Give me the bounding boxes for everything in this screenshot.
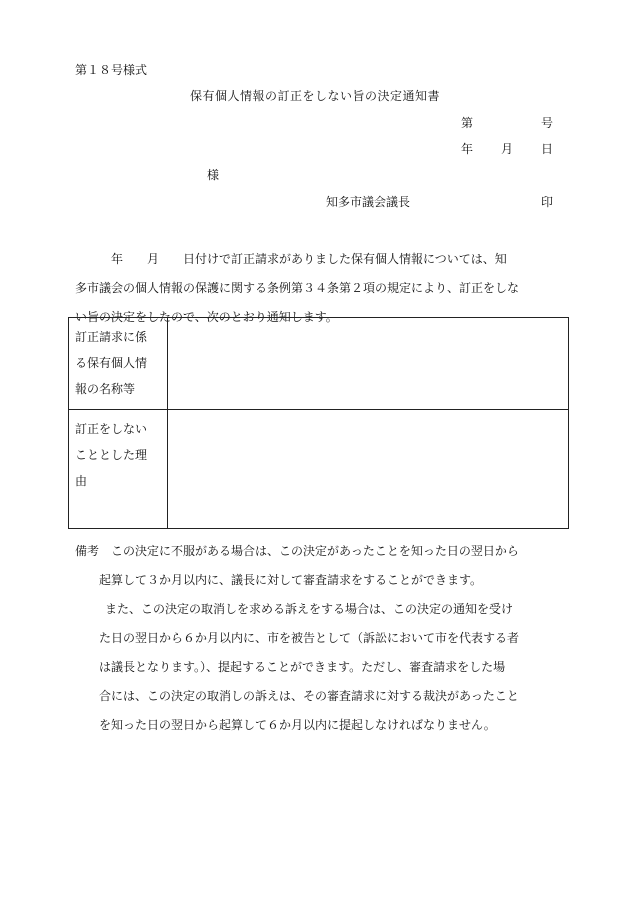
body-line: い旨の決定をしたので、次のとおり通知します。: [75, 310, 338, 324]
label-line: 訂正請求に係: [75, 330, 148, 344]
date-month-label: 月: [501, 142, 514, 156]
body-line: 年 月 日付けで訂正請求がありました保有個人情報については、知: [75, 252, 507, 266]
date-year-label: 年: [461, 142, 474, 156]
label-line: 由: [75, 474, 88, 488]
table-cell-reason[interactable]: [173, 416, 562, 522]
document-title: 保有個人情報の訂正をしない旨の決定通知書: [189, 89, 440, 103]
remarks-line: を知った日の翌日から起算して６か月以内に提起しなければなりません。: [99, 718, 496, 732]
remarks-line: は議長となります。）、提起することができます。ただし、審査請求をした場: [99, 660, 506, 674]
number-suffix-label: 号: [541, 116, 554, 130]
table-cell-info-name[interactable]: [173, 324, 562, 404]
label-line: る保有個人情: [75, 356, 148, 370]
date-day-label: 日: [541, 142, 554, 156]
remarks-line: た日の翌日から６か月以内に、市を被告として（訴訟において市を代表する者: [99, 631, 520, 645]
number-prefix-label: 第: [461, 116, 474, 130]
recipient-honorific: 様: [207, 168, 220, 182]
remarks-line: 合には、この決定の取消しの訴えは、その審査請求に対する裁決があったこと: [99, 689, 519, 703]
remarks-line: 備考 この決定に不服がある場合は、この決定があったことを知った日の翌日から: [75, 544, 519, 558]
label-line: 報の名称等: [75, 382, 136, 396]
table-row-label-info-name: [75, 324, 165, 402]
form-number: 第１８号様式: [75, 63, 148, 77]
table-column-divider: [167, 318, 168, 528]
label-line: 訂正をしない: [75, 422, 148, 436]
body-line: 多市議会の個人情報の保護に関する条例第３４条第２項の規定により、訂正をしな: [75, 281, 520, 295]
table-row-divider: [69, 409, 568, 410]
label-line: こととした理: [75, 448, 148, 462]
issuer-title: 知多市議会議長: [326, 195, 411, 209]
remarks-line: また、この決定の取消しを求める訴えをする場合は、この決定の通知を受け: [105, 602, 514, 616]
table-row-label-reason: [75, 416, 165, 494]
seal-mark: 印: [541, 195, 554, 209]
remarks-line: 起算して３か月以内に、議長に対して審査請求をすることができます。: [99, 573, 483, 587]
remarks-section: [75, 537, 575, 740]
details-table: [68, 317, 569, 529]
